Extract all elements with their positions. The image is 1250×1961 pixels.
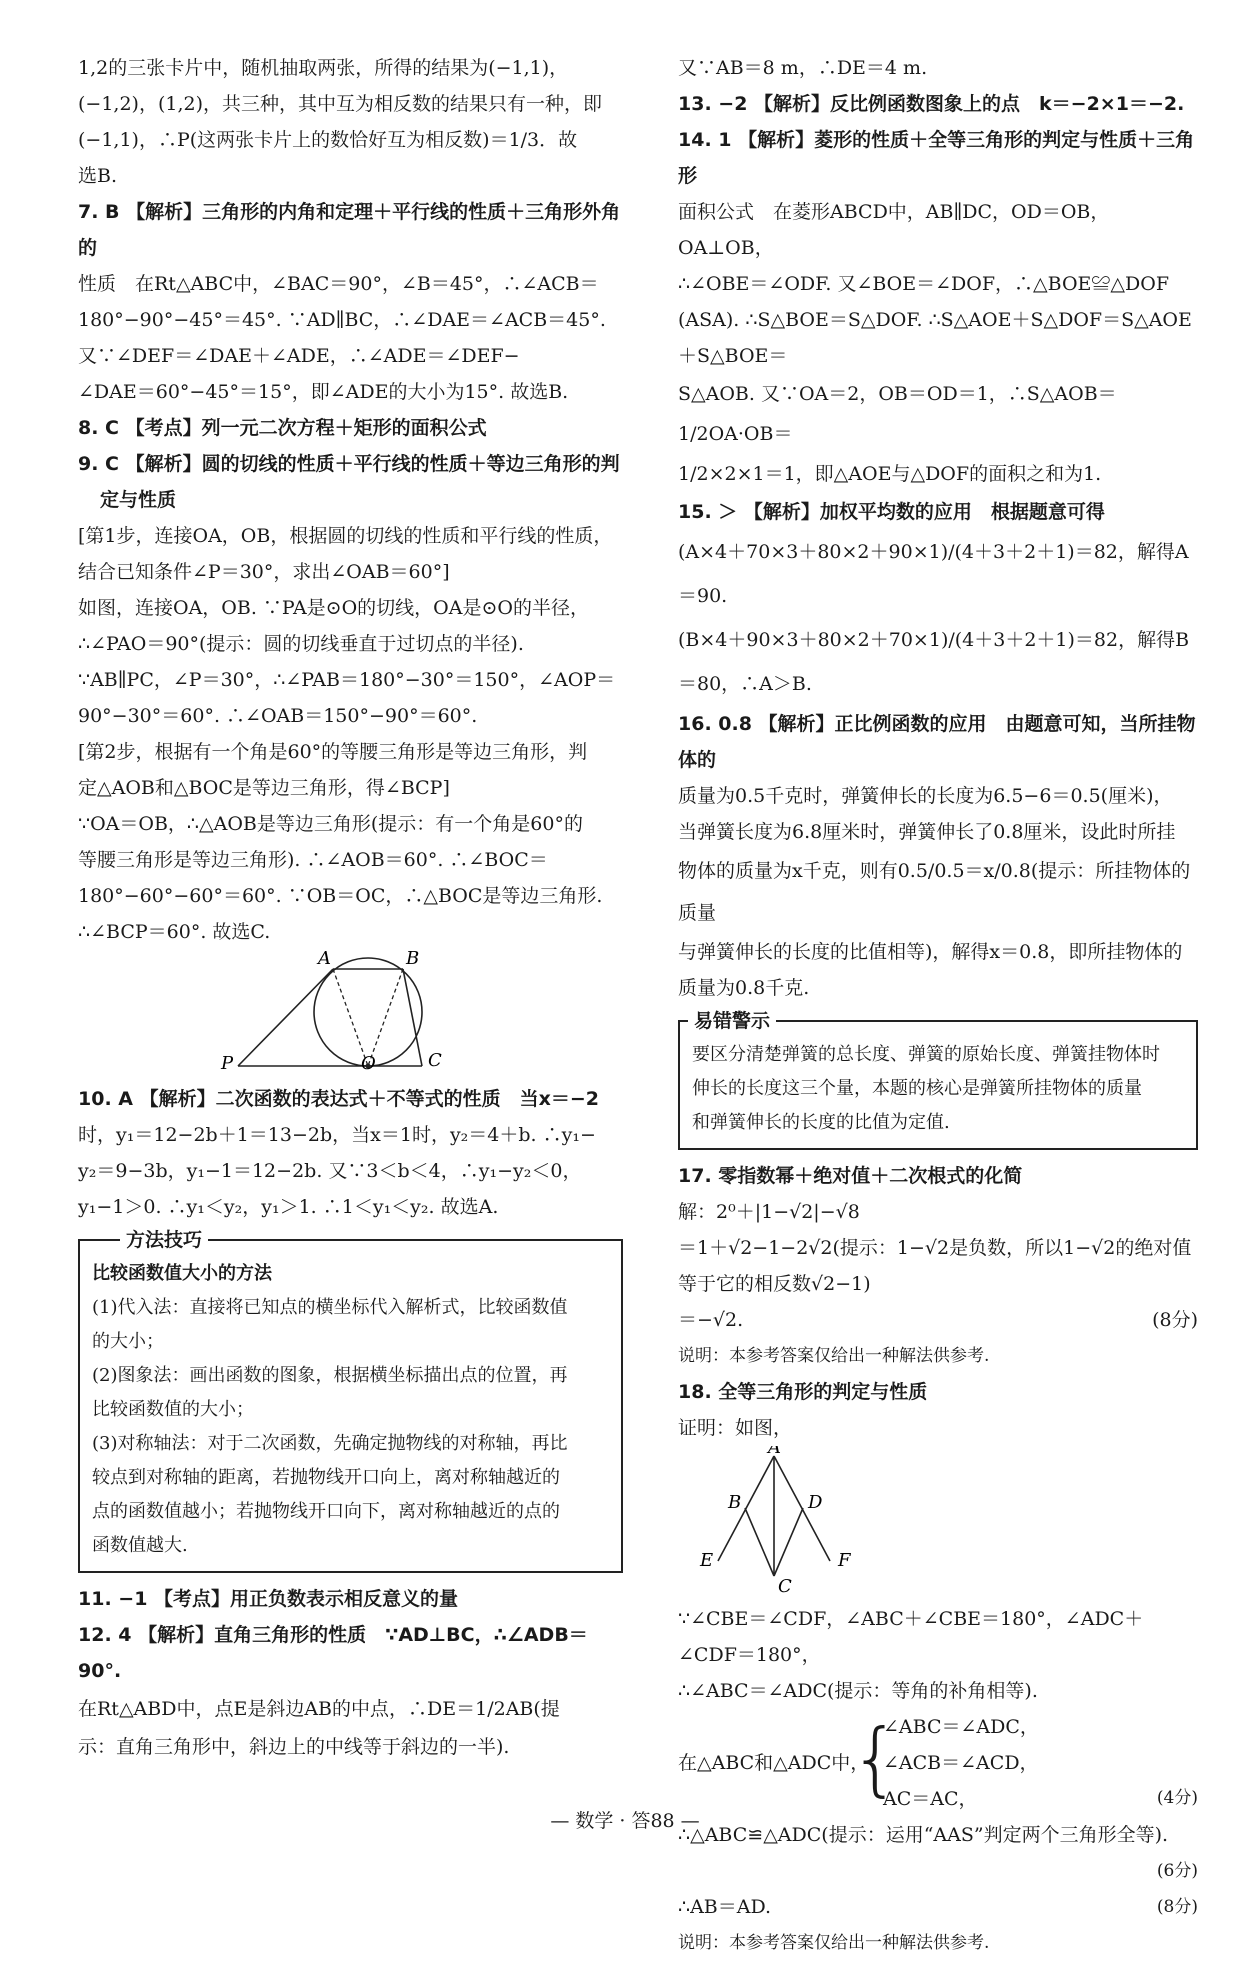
point-label: B <box>728 1492 742 1513</box>
condition-intro: 在△ABC和△ADC中， <box>678 1752 870 1774</box>
score-label: (8分) <box>1152 1309 1198 1331</box>
kite-figure <box>678 1446 1198 1596</box>
step-note: 结合已知条件∠P＝30°，求出∠OAB＝60°] <box>78 561 450 583</box>
step-note: 定△AOB和△BOC是等边三角形，得∠BCP] <box>78 777 450 799</box>
score-label: (8分) <box>1156 1897 1198 1917</box>
result-text: ∴AB＝AD. <box>678 1896 772 1918</box>
step-note: [第2步，根据有一个角是60°的等腰三角形是等边三角形，判 <box>78 741 588 763</box>
text-line: S△AOB. 又∵OA＝2，OB＝OD＝1，∴S△AOB＝1/2OA·OB＝ <box>678 383 1117 445</box>
item-15-heading: 15. ＞ 【解析】加权平均数的应用 根据题意可得 <box>678 501 1105 523</box>
box-line: 要区分清楚弹簧的总长度、弹簧的原始长度、弹簧挂物体时 <box>692 1044 1160 1065</box>
item-11-heading: 11. −1 【考点】用正负数表示相反意义的量 <box>78 1588 459 1610</box>
brace: { <box>850 1712 901 1805</box>
text-line: ∵∠CBE＝∠CDF，∠ABC＋∠CBE＝180°，∠ADC＋ <box>678 1608 1144 1630</box>
text-line: 当弹簧长度为6.8厘米时，弹簧伸长了0.8厘米，设此时所挂 <box>678 821 1176 843</box>
item-7-heading: 7. B 【解析】三角形的内角和定理＋平行线的性质＋三角形外角的 <box>78 201 621 259</box>
condition-line: AC＝AC， <box>883 1788 978 1810</box>
text-line <box>678 1853 1198 1889</box>
score-label: (4分) <box>1156 1788 1198 1808</box>
item-9-heading: 9. C 【解析】圆的切线的性质＋平行线的性质＋等边三角形的判 <box>78 453 620 475</box>
text-line: ∠CDF＝180°， <box>678 1644 821 1666</box>
text-line: y₁−1＞0. ∴y₁＜y₂，y₁＞1. ∴1＜y₁＜y₂. 故选A. <box>78 1196 499 1218</box>
box-line: 函数值越大. <box>92 1535 188 1556</box>
text-line: 质量为0.5千克时，弹簧伸长的长度为6.5−6＝0.5(厘米)， <box>678 785 1173 807</box>
point-label: F <box>838 1550 851 1571</box>
right-column <box>678 50 1198 1961</box>
circle-tangent-figure <box>78 950 623 1070</box>
text-line: 在Rt△ABD中，点E是斜边AB的中点，∴DE＝1/2AB(提 <box>78 1698 560 1720</box>
text-line: 1,2的三张卡片中，随机抽取两张，所得的结果为(−1,1)， <box>78 57 569 79</box>
item-17-heading: 17. 零指数幂＋绝对值＋二次根式的化简 <box>678 1165 1023 1187</box>
text-line: 证明：如图， <box>678 1417 793 1439</box>
item-8-heading: 8. C 【考点】列一元二次方程＋矩形的面积公式 <box>78 417 487 439</box>
text-line: 180°−90°−45°＝45°. ∵AD∥BC，∴∠DAE＝∠ACB＝45°. <box>78 309 606 331</box>
text-line: ∵AB∥PC，∠P＝30°，∴∠PAB＝180°−30°＝150°，∠AOP＝ <box>78 669 616 691</box>
item-18-heading: 18. 全等三角形的判定与性质 <box>678 1381 928 1403</box>
text-line: 又∵AB＝8 m，∴DE＝4 m. <box>678 57 928 79</box>
box-line: 和弹簧伸长的长度的比值为定值. <box>692 1112 950 1133</box>
left-column <box>78 50 623 1765</box>
point-label: C <box>778 1576 792 1596</box>
text-line <box>678 1889 1198 1925</box>
text-line: 等于它的相反数√2−1) <box>678 1273 871 1295</box>
item-13-heading: 13. −2 【解析】反比例函数图象上的点 k＝−2×1＝−2. <box>678 93 1185 115</box>
item-14-heading: 14. 1 【解析】菱形的性质＋全等三角形的判定与性质＋三角形 <box>678 129 1195 187</box>
condition-group <box>678 1709 1198 1817</box>
box-line: 较点到对称轴的距离，若抛物线开口向上，离对称轴越近的 <box>92 1467 560 1488</box>
point-label: B <box>406 950 420 969</box>
text-line: 定与性质 <box>100 489 177 511</box>
text-line: (−1,1)，∴P(这两张卡片上的数恰好互为相反数)＝1/3．故 <box>78 129 578 151</box>
page-footer: — 数学 · 答88 — <box>550 1810 700 1832</box>
box-line: (1)代入法：直接将已知点的横坐标代入解析式，比较函数值 <box>92 1297 568 1318</box>
point-label: C <box>428 1050 442 1070</box>
condition-line: ∠ABC＝∠ADC， <box>883 1716 1039 1738</box>
text-line: 示：直角三角形中，斜边上的中线等于斜边的一半). <box>78 1736 510 1758</box>
point-label: A <box>318 950 331 969</box>
box-line: 点的函数值越小；若抛物线开口向下，离对称轴越近的点的 <box>92 1501 560 1522</box>
step-note: [第1步，连接OA，OB，根据圆的切线的性质和平行线的性质， <box>78 525 613 547</box>
text-line: 与弹簧伸长的长度的比值相等)，解得x＝0.8，即所挂物体的 <box>678 941 1183 963</box>
item-16-heading: 16. 0.8 【解析】正比例函数的应用 由题意可知，当所挂物体的 <box>678 713 1196 771</box>
text-line: 面积公式 在菱形ABCD中，AB∥DC，OD＝OB，OA⊥OB， <box>678 201 1110 259</box>
box-line: (3)对称轴法：对于二次函数，先确定抛物线的对称轴，再比 <box>92 1433 568 1454</box>
text-line: y₂＝9−3b，y₁−1＝12−2b. 又∵3＜b＜4，∴y₁−y₂＜0， <box>78 1160 582 1182</box>
text-line: 1/2×2×1＝1，即△AOE与△DOF的面积之和为1. <box>678 463 1102 485</box>
text-line: 又∵∠DEF＝∠DAE＋∠ADE，∴∠ADE＝∠DEF− <box>78 345 520 367</box>
text-line: 质量为0.8千克. <box>678 977 810 999</box>
text-line: 选B. <box>78 165 118 187</box>
text-line: 时，y₁＝12−2b＋1＝13−2b，当x＝1时，y₂＝4＋b. ∴y₁− <box>78 1124 596 1146</box>
box-line: 比较函数值的大小； <box>92 1399 254 1420</box>
text-line: 等腰三角形是等边三角形). ∴∠AOB＝60°. ∴∠BOC＝ <box>78 849 548 871</box>
item-12-heading: 12. 4 【解析】直角三角形的性质 ∵AD⊥BC，∴∠ADB＝90°. <box>78 1624 588 1682</box>
box-line: 伸长的长度这三个量，本题的核心是弹簧所挂物体的质量 <box>692 1078 1142 1099</box>
method-box-title: 方法技巧 <box>120 1225 208 1252</box>
text-line <box>678 1302 1198 1338</box>
note-line: 说明：本参考答案仅给出一种解法供参考. <box>678 1933 990 1953</box>
method-box <box>78 1229 623 1573</box>
text-line: (−1,2)，(1,2)，共三种，其中互为相反数的结果只有一种，即 <box>78 93 603 115</box>
text-line: 性质 在Rt△ABC中，∠BAC＝90°，∠B＝45°，∴∠ACB＝ <box>78 273 599 295</box>
text-line: 物体的质量为x千克，则有0.5/0.5＝x/0.8(提示：所挂物体的质量 <box>678 860 1191 924</box>
formula-line: (A×4＋70×3＋80×2＋90×1)/(4＋3＋2＋1)＝82，解得A＝90. <box>678 541 1189 607</box>
point-label: O <box>361 1053 376 1070</box>
method-box-heading: 比较函数值大小的方法 <box>92 1263 272 1284</box>
text-line: ∴∠ABC＝∠ADC(提示：等角的补角相等). <box>678 1680 1038 1702</box>
text-line: 如图，连接OA，OB. ∵PA是⊙O的切线，OA是⊙O的半径， <box>78 597 589 619</box>
point-label: A <box>768 1446 781 1458</box>
text-line: ∴△ABC≌△ADC(提示：运用“AAS”判定两个三角形全等). <box>678 1824 1169 1846</box>
box-line: 的大小； <box>92 1331 164 1352</box>
text-line: ∴∠PAO＝90°(提示：圆的切线垂直于过切点的半径). <box>78 633 524 655</box>
text-line: ∵OA＝OB，∴△AOB是等边三角形(提示：有一个角是60°的 <box>78 813 583 835</box>
point-label: E <box>700 1550 714 1571</box>
warning-box <box>678 1010 1198 1150</box>
text-line: (ASA). ∴S△BOE＝S△DOF. ∴S△AOE＋S△DOF＝S△AOE＋S△BOE＝ <box>678 309 1192 367</box>
text-line: ∠DAE＝60°−45°＝15°，即∠ADE的大小为15°. 故选B. <box>78 381 569 403</box>
item-10-heading: 10. A 【解析】二次函数的表达式＋不等式的性质 当x＝−2 <box>78 1088 599 1110</box>
score-label: (6分) <box>1156 1861 1198 1881</box>
result-text: ＝−√2. <box>678 1309 744 1331</box>
warning-box-title: 易错警示 <box>688 1006 776 1033</box>
text-line: 解：2⁰＋|1−√2|−√8 <box>678 1201 860 1223</box>
formula-line: (B×4＋90×3＋80×2＋70×1)/(4＋3＋2＋1)＝82，解得B＝80，∴A＞B. <box>678 629 1190 695</box>
condition-line: ∠ACB＝∠ACD， <box>883 1752 1039 1774</box>
text-line: ＝1＋√2−1−2√2(提示：1−√2是负数，所以1−√2的绝对值 <box>678 1237 1192 1259</box>
note-line: 说明：本参考答案仅给出一种解法供参考. <box>678 1346 990 1366</box>
box-line: (2)图象法：画出函数的图象，根据横坐标描出点的位置，再 <box>92 1365 568 1386</box>
text-line: 90°−30°＝60°. ∴∠OAB＝150°−90°＝60°. <box>78 705 478 727</box>
text-line: ∴∠BCP＝60°. 故选C. <box>78 921 271 943</box>
point-label: P <box>221 1053 234 1070</box>
text-line: 180°−60°−60°＝60°. ∵OB＝OC，∴△BOC是等边三角形. <box>78 885 603 907</box>
point-label: D <box>808 1492 823 1513</box>
text-line: ∴∠OBE＝∠ODF. 又∠BOE＝∠DOF，∴△BOE≌△DOF <box>678 273 1170 295</box>
